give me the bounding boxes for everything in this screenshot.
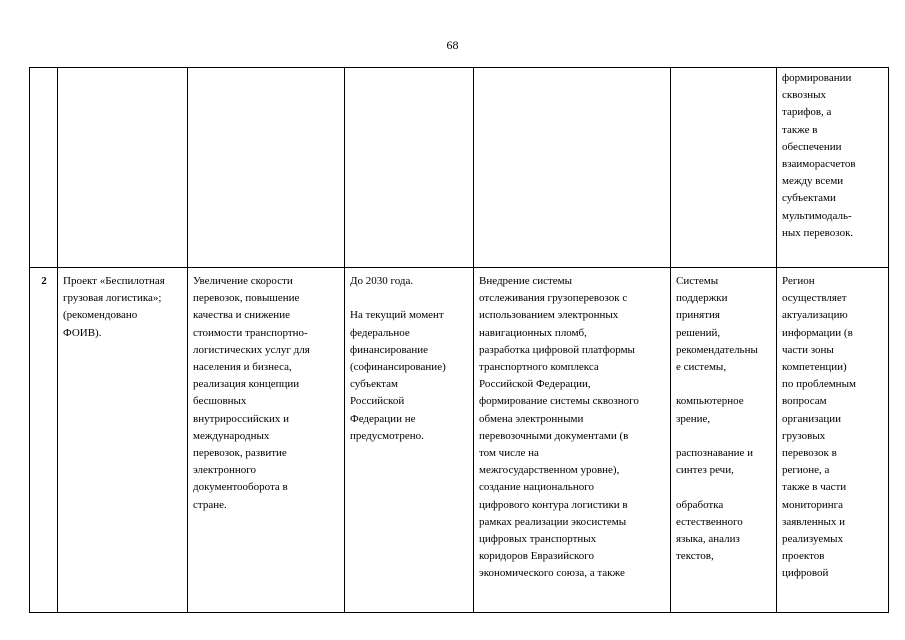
text-line: цифрового контура логистики в (479, 498, 628, 511)
cell-expected-effect (188, 268, 345, 613)
row-number: 2 (30, 268, 58, 613)
text-line: обработка (676, 498, 724, 511)
text-line: текстов, (676, 550, 714, 563)
text-line: регионе, а (782, 464, 830, 477)
text-line: компьютерное (676, 395, 744, 408)
text-line: На текущий момент (350, 309, 444, 322)
text-line: (рекомендовано (63, 309, 138, 322)
cell-project-empty (58, 68, 188, 268)
project-table (29, 67, 889, 613)
text-line: обеспечении (782, 140, 842, 153)
text-line: организации (782, 412, 842, 425)
text-line: экономического союза, а также (479, 567, 625, 580)
text-line: межгосударственном уровне), (479, 464, 620, 477)
text-line: мультимодаль- (782, 209, 852, 222)
text-line: реализация концепции (193, 378, 300, 391)
text-line: логистических услуг для (193, 343, 310, 356)
cell-technologies-empty (671, 68, 777, 268)
text-line: компетенции) (782, 361, 847, 374)
text-line: документооборота в (193, 481, 288, 494)
text-line: между всеми (782, 175, 844, 188)
text-line: перевозок, развитие (193, 447, 287, 460)
text-line: Регион (782, 275, 815, 287)
text-line: актуализацию (782, 309, 848, 322)
text-line: взаиморасчетов (782, 158, 856, 171)
text-line: транспортного комплекса (479, 361, 599, 374)
cell-deadline (345, 268, 474, 613)
text-line: сквозных (782, 89, 826, 102)
text-line: вопросам (782, 395, 827, 408)
text-line: бесшовных (193, 395, 247, 408)
paragraph-gap (676, 428, 772, 445)
text-line: разработка цифровой платформы (479, 343, 635, 356)
text-line: части зоны (782, 343, 834, 356)
text-line: рамках реализации экосистемы (479, 515, 627, 528)
text-line: формирование системы сквозного (479, 395, 639, 408)
text-line: финансирование (350, 343, 429, 356)
text-line: поддержки (676, 292, 728, 305)
text-line: перевозок в (782, 447, 837, 460)
text-line: проектов (782, 550, 825, 563)
text-line: распознавание и (676, 447, 753, 459)
text-line: информации (в (782, 326, 853, 339)
table-row-2 (30, 268, 889, 613)
text-line: реализуемых (782, 533, 844, 546)
text-line: также в (782, 123, 818, 136)
text-line: Увеличение скорости (193, 275, 293, 287)
text-line: по проблемным (782, 378, 856, 391)
text-line: Федерации не (350, 412, 416, 425)
text-line: решений, (676, 326, 721, 339)
text-line: (софинансирование) (350, 361, 446, 373)
text-line: перевозочными документами (в (479, 429, 629, 442)
text-line: международных (193, 429, 270, 442)
text-line: естественного (676, 515, 743, 528)
text-line: Системы (676, 275, 719, 287)
text-line: качества и снижение (193, 309, 290, 322)
text-line: языка, анализ (676, 533, 740, 545)
text-line: субъектами (782, 192, 836, 205)
text-line: принятия (676, 309, 720, 322)
text-line: До 2030 года. (350, 275, 414, 287)
paragraph-gap (676, 376, 772, 393)
cell-project-name (58, 268, 188, 613)
cell-region-role (777, 268, 889, 613)
paragraph-gap (676, 479, 772, 496)
text-line: цифровой (782, 567, 829, 580)
text-line: грузовых (782, 429, 826, 442)
text-line: субъектам (350, 378, 398, 391)
text-line: цифровых транспортных (479, 533, 597, 546)
text-line: стоимости транспортно- (193, 326, 308, 339)
text-line: Проект «Беспилотная (63, 275, 165, 287)
text-line: ФОИВ). (63, 326, 102, 339)
text-line: также в части (782, 481, 847, 494)
text-line: обмена электронными (479, 412, 584, 425)
cell-effect-empty (188, 68, 345, 268)
page-number: 68 (446, 38, 459, 52)
text-line: заявленных и (782, 515, 846, 528)
text-line: мониторинга (782, 498, 844, 511)
text-line: федеральное (350, 326, 410, 339)
text-line: населения и бизнеса, (193, 361, 292, 374)
text-line: использованием электронных (479, 309, 619, 322)
text-line: осуществляет (782, 292, 847, 305)
text-line: ных перевозок. (782, 226, 854, 239)
cell-measures-empty (474, 68, 671, 268)
text-line: е системы, (676, 361, 727, 374)
text-line: навигационных пломб, (479, 326, 587, 339)
text-line: создание национального (479, 481, 594, 494)
text-line: Внедрение системы (479, 275, 573, 287)
text-line: стране. (193, 498, 227, 511)
text-line: тарифов, а (782, 106, 832, 119)
text-line: перевозок, повышение (193, 292, 300, 305)
cell-number-empty (30, 68, 58, 268)
text-line: предусмотрено. (350, 429, 424, 442)
text-line: Российской Федерации, (479, 378, 591, 391)
text-line: рекомендательны (676, 343, 758, 356)
cell-deadline-empty (345, 68, 474, 268)
cell-ai-technologies (671, 268, 777, 613)
text-line: формировании (782, 72, 852, 84)
text-line: коридоров Евразийского (479, 550, 595, 563)
text-line: отслеживания грузоперевозок с (479, 292, 628, 305)
text-line: грузовая логистика»; (63, 292, 162, 305)
cell-region-role-continued (777, 68, 889, 268)
text-line: зрение, (676, 412, 711, 425)
cell-measures (474, 268, 671, 613)
text-line: внутрироссийских и (193, 412, 289, 425)
text-line: синтез речи, (676, 464, 734, 477)
text-line: том числе на (479, 447, 539, 460)
table-row-continued (30, 68, 889, 268)
paragraph-gap (350, 290, 469, 307)
text-line: электронного (193, 464, 257, 477)
text-line: Российской (350, 395, 405, 408)
